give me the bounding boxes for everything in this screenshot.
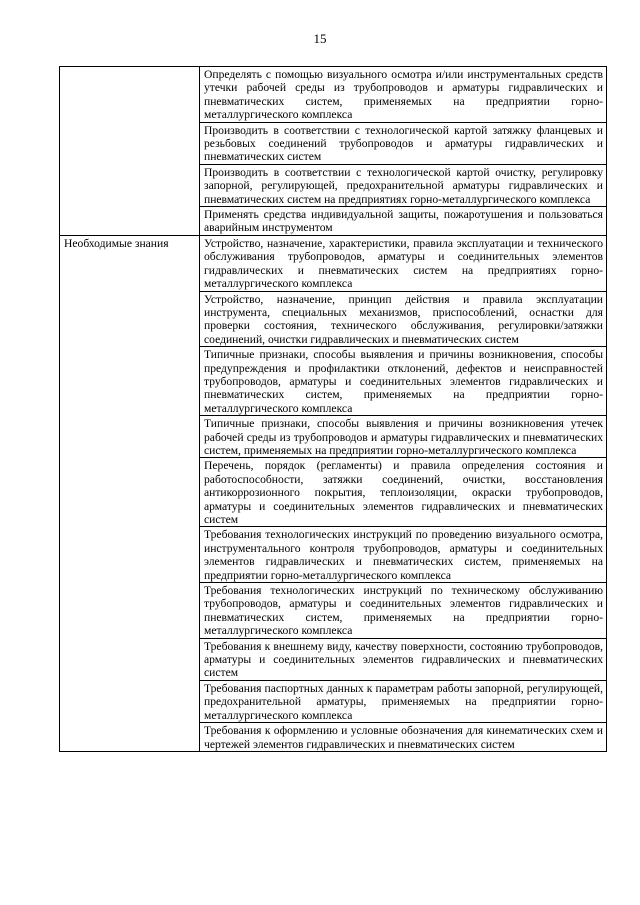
table-cell: Требования к внешнему виду, качеству поверхности, состоянию трубопроводов, арматуры и соединительных элементов гидравлических и пневматических систем <box>200 638 607 680</box>
table-cell: Перечень, порядок (регламенты) и правила определения состояния и работоспособности, затяжки соединений, очистки, восстановления антикоррозионного покрытия, теплоизоляции, окраски трубопроводов, арматуры и соединительных элементов гидравлических и пневматических систем <box>200 458 607 527</box>
table-row <box>60 235 607 291</box>
section-label <box>60 67 200 236</box>
table-cell: Производить в соответствии с технологической картой очистку, регулировку запорной, регулирующей, предохранительной арматуры гидравлических и пневматических систем на предприятиях горно-металлургического комплекса <box>200 164 607 206</box>
table-cell: Типичные признаки, способы выявления и причины возникновения, способы предупреждения и профилактики отклонений, дефектов и неисправностей трубопроводов, арматуры и соединительных элементов гидравлических и пневматических систем, применяемых на предприятии горно-металлургического комплекса <box>200 347 607 416</box>
table-cell: Устройство, назначение, характеристики, правила эксплуатации и технического обслуживания трубопроводов, арматуры и соединительных элементов гидравлических и пневматических систем на предприятиях горно-металлургического комплекса <box>200 235 607 291</box>
table-cell: Требования технологических инструкций по техническому обслуживанию трубопроводов, арматуры и соединительных элементов гидравлических и пневматических систем, применяемых на предприятии горно-металлургического комплекса <box>200 583 607 639</box>
table-cell: Применять средства индивидуальной защиты, пожаротушения и пользоваться аварийным инструментом <box>200 207 607 236</box>
table-cell: Требования технологических инструкций по проведению визуального осмотра, инструментального контроля трубопроводов, арматуры и соединительных элементов гидравлических и пневматических систем, применяемых на предприятии горно-металлургического комплекса <box>200 527 607 583</box>
table-cell: Требования паспортных данных к параметрам работы запорной, регулирующей, предохранительной арматуры, применяемых на предприятии горно-металлургического комплекса <box>200 680 607 722</box>
table-cell: Производить в соответствии с технологической картой затяжку фланцевых и резьбовых соединений трубопроводов и арматуры гидравлических и пневматических систем <box>200 122 607 164</box>
table-cell: Определять с помощью визуального осмотра и/или инструментальных средств утечки рабочей среды из трубопроводов и арматуры гидравлических и пневматических систем, применяемых на предприятии горно-металлургического комплекса <box>200 67 607 123</box>
page-number: 15 <box>313 31 327 46</box>
table-cell: Требования к оформлению и условные обозначения для кинематических схем и чертежей элементов гидравлических и пневматических систем <box>200 723 607 752</box>
requirements-table <box>59 66 607 752</box>
section-label: Необходимые знания <box>60 235 200 751</box>
table-cell: Устройство, назначение, принцип действия и правила эксплуатации инструмента, специальных механизмов, приспособлений, оснастки для проверки состояния, технического обслуживания, регулировки/затяжки соединений, очистки гидравлических и пневматических систем <box>200 291 607 347</box>
table-cell: Типичные признаки, способы выявления и причины возникновения утечек рабочей среды из трубопроводов и арматуры гидравлических и пневматических систем, применяемых на предприятии горно-металлургического комплекса <box>200 416 607 458</box>
table-row <box>60 67 607 123</box>
